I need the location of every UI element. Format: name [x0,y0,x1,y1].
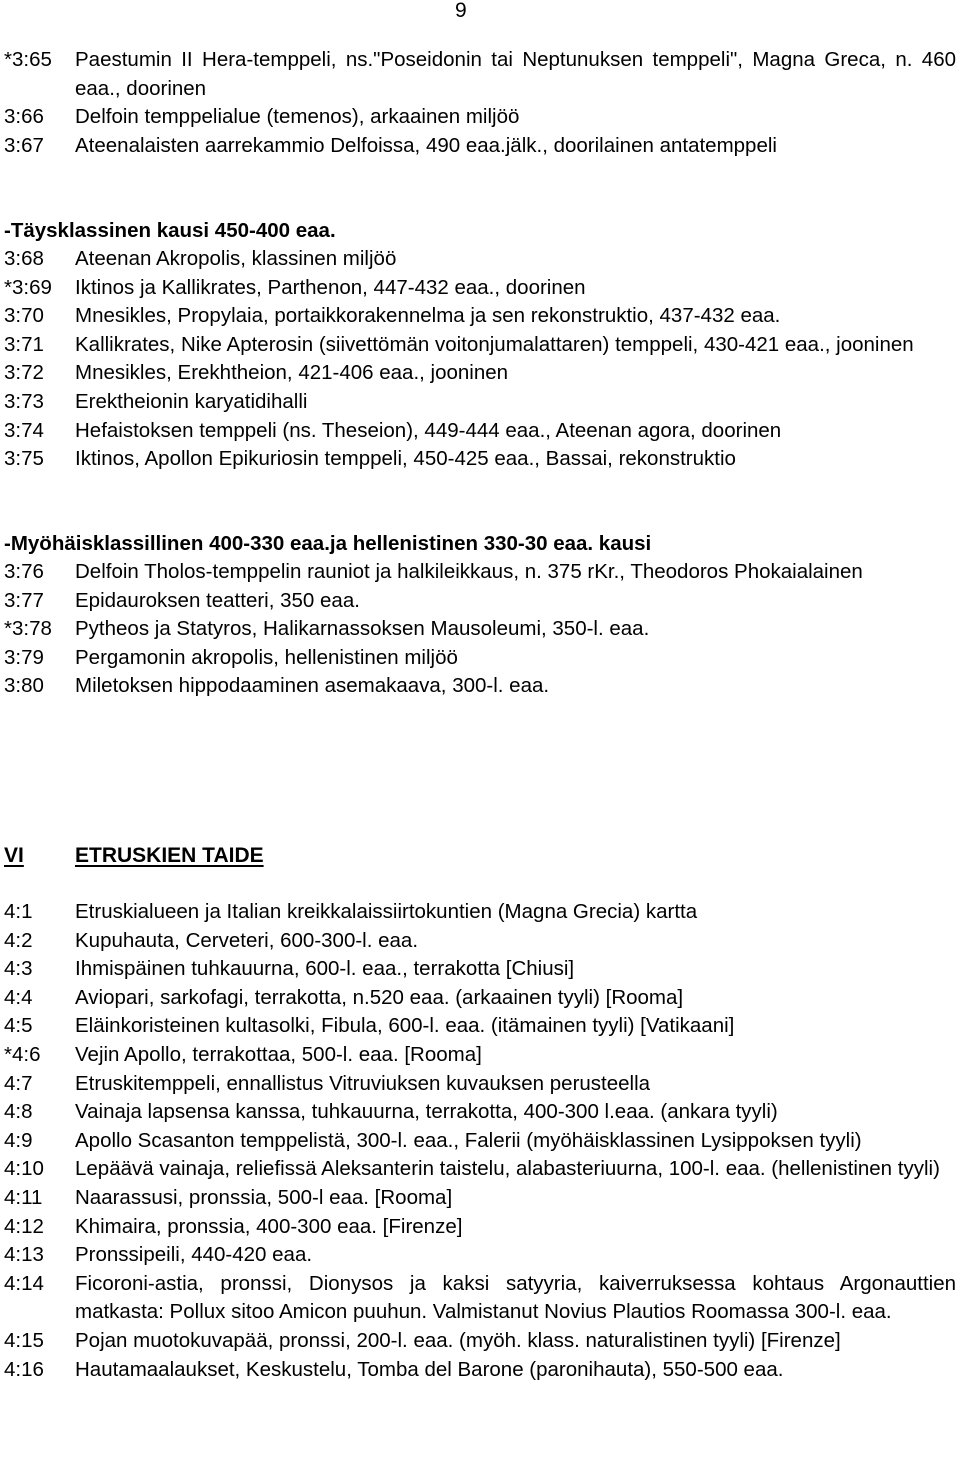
list-item [4,615,956,644]
item-number: 3:66 [4,105,44,129]
item-number: 3:79 [4,645,44,669]
list-item [4,388,956,417]
list-block-4-etruscan [4,898,956,1384]
period-heading-classical: -Täysklassinen kausi 450-400 eaa. [4,219,336,242]
item-text: Kupuhauta, Cerveteri, 600-300-l. eaa. [75,928,419,952]
list-item [4,132,956,161]
list-item [4,558,956,587]
list-item [4,672,956,701]
list-item [4,46,956,103]
item-text: Ateenalaisten aarrekammio Delfoissa, 490 eaa.jälk., doorilainen antatemppeli [75,133,777,157]
list-item [4,644,956,673]
list-item [4,274,956,303]
item-text: Etruskialueen ja Italian kreikkalaissiirtokuntien (Magna Grecia) kartta [75,900,698,923]
item-number: 3:75 [4,447,44,471]
item-number: 4:1 [4,900,33,923]
item-number: 4:14 [4,1271,44,1295]
item-text: Mnesikles, Propylaia, portaikkorakennelma ja sen rekonstruktio, 437-432 eaa. [75,304,781,328]
list-item [4,1184,956,1213]
item-text: Vejin Apollo, terrakottaa, 500-l. eaa. [Rooma] [75,1042,482,1066]
list-item [4,1012,956,1041]
list-item [4,587,956,616]
list-item [4,359,956,388]
list-item [4,331,956,360]
item-number: 4:4 [4,985,33,1009]
list-item [4,103,956,132]
item-text: Iktinos ja Kallikrates, Parthenon, 447-432 eaa., doorinen [75,275,586,299]
item-number: *4:6 [4,1042,41,1066]
list-item [4,1213,956,1242]
list-block-3-late [4,558,956,701]
item-number: 4:8 [4,1100,33,1124]
list-item [4,445,956,474]
item-text: Pytheos ja Statyros, Halikarnassoksen Mausoleumi, 350-l. eaa. [75,617,650,641]
list-item [4,302,956,331]
list-item [4,1041,956,1070]
item-number: 4:3 [4,957,33,981]
list-item [4,245,956,274]
item-text: Kallikrates, Nike Apterosin (siivettömän voitonjumalattaren) temppeli, 430-421 eaa., jooninen [75,332,914,356]
item-number: 4:5 [4,1014,33,1038]
item-text: Pojan muotokuvapää, pronssi, 200-l. eaa. (myöh. klass. naturalistinen tyyli) [Firenze] [75,1328,841,1352]
item-text: Ficoroni-astia, pronssi, Dionysos ja kaksi satyyria, kaiverruksessa kohtaus Argonauttien matkasta: Pollux sitoo Amicon puuhun. Valmistanut Novius Plautios Roomassa 300-l. eaa. [75,1271,956,1324]
list-item [4,1127,956,1156]
item-text: Ihmispäinen tuhkauurna, 600-l. eaa., terrakotta [Chiusi] [75,957,575,981]
list-block-3-classical [4,245,956,474]
item-text: Hautamaalaukset, Keskustelu, Tomba del Barone (paronihauta), 550-500 eaa. [75,1357,784,1381]
item-number: 4:9 [4,1128,33,1152]
list-item [4,927,956,956]
section-number: VI [4,844,24,867]
item-number: *3:65 [4,48,52,71]
list-item [4,1070,956,1099]
item-text: Mnesikles, Erekhtheion, 421-406 eaa., jooninen [75,361,509,385]
item-text: Delfoin temppelialue (temenos), arkaainen miljöö [75,105,520,129]
item-text: Apollo Scasanton temppelistä, 300-l. eaa., Falerii (myöhäisklassinen Lysippoksen tyyli) [75,1128,862,1152]
item-number: 3:76 [4,560,44,583]
item-number: 3:77 [4,588,44,612]
list-item [4,955,956,984]
item-text: Iktinos, Apollon Epikuriosin temppeli, 450-425 eaa., Bassai, rekonstruktio [75,447,736,471]
page-number: 9 [455,0,467,22]
item-text: Naarassusi, pronssia, 500-l eaa. [Rooma] [75,1185,453,1209]
item-text: Epidauroksen teatteri, 350 eaa. [75,588,360,612]
section-heading: ETRUSKIEN TAIDE [75,844,264,867]
item-text: Pronssipeili, 440-420 eaa. [75,1243,313,1267]
item-number: *3:78 [4,617,52,641]
period-heading-late: -Myöhäisklassillinen 400-330 eaa.ja hellenistinen 330-30 eaa. kausi [4,532,652,555]
item-text: Lepäävä vainaja, reliefissä Aleksanterin taistelu, alabasteriuurna, 100-l. eaa. (hellenistinen tyyli) [75,1157,940,1181]
item-text: Eläinkoristeinen kultasolki, Fibula, 600-l. eaa. (itämainen tyyli) [Vatikaani] [75,1014,735,1038]
item-number: 4:13 [4,1243,44,1267]
item-text: Hefaistoksen temppeli (ns. Theseion), 449-444 eaa., Ateenan agora, doorinen [75,418,782,442]
item-text: Etruskitemppeli, ennallistus Vitruviuksen kuvauksen perusteella [75,1071,651,1095]
item-number: 3:68 [4,247,44,270]
item-number: 3:70 [4,304,44,328]
list-item [4,1327,956,1356]
item-number: *3:69 [4,275,52,299]
item-text: Paestumin II Hera-temppeli, ns."Poseidonin tai Neptunuksen temppeli", Magna Greca, n. 460 eaa., doorinen [75,48,956,100]
list-item [4,1241,956,1270]
item-text: Miletoksen hippodaaminen asemakaava, 300-l. eaa. [75,674,550,698]
item-number: 3:73 [4,389,44,413]
item-number: 4:7 [4,1071,33,1095]
item-number: 3:74 [4,418,44,442]
list-item [4,1155,956,1184]
list-item [4,1356,956,1385]
item-text: Aviopari, sarkofagi, terrakotta, n.520 eaa. (arkaainen tyyli) [Rooma] [75,985,684,1009]
item-text: Vainaja lapsensa kanssa, tuhkauurna, terrakotta, 400-300 l.eaa. (ankara tyyli) [75,1100,778,1124]
item-number: 4:12 [4,1214,44,1238]
list-item [4,898,956,927]
item-text: Delfoin Tholos-temppelin rauniot ja halkileikkaus, n. 375 rKr., Theodoros Phokaialainen [75,560,863,583]
list-item [4,1270,956,1327]
list-item [4,984,956,1013]
item-number: 4:2 [4,928,33,952]
list-item [4,417,956,446]
list-block-3-archaic [4,46,956,160]
item-text: Erektheionin karyatidihalli [75,389,308,413]
item-number: 3:72 [4,361,44,385]
item-number: 3:71 [4,332,44,356]
item-number: 3:67 [4,133,44,157]
list-item [4,1098,956,1127]
item-number: 4:10 [4,1157,44,1181]
item-number: 4:16 [4,1357,44,1381]
item-number: 4:11 [4,1185,43,1209]
item-text: Khimaira, pronssia, 400-300 eaa. [Firenze] [75,1214,463,1238]
item-number: 3:80 [4,674,44,698]
item-number: 4:15 [4,1328,44,1352]
item-text: Ateenan Akropolis, klassinen miljöö [75,247,397,270]
item-text: Pergamonin akropolis, hellenistinen miljöö [75,645,458,669]
section-title [4,841,264,871]
